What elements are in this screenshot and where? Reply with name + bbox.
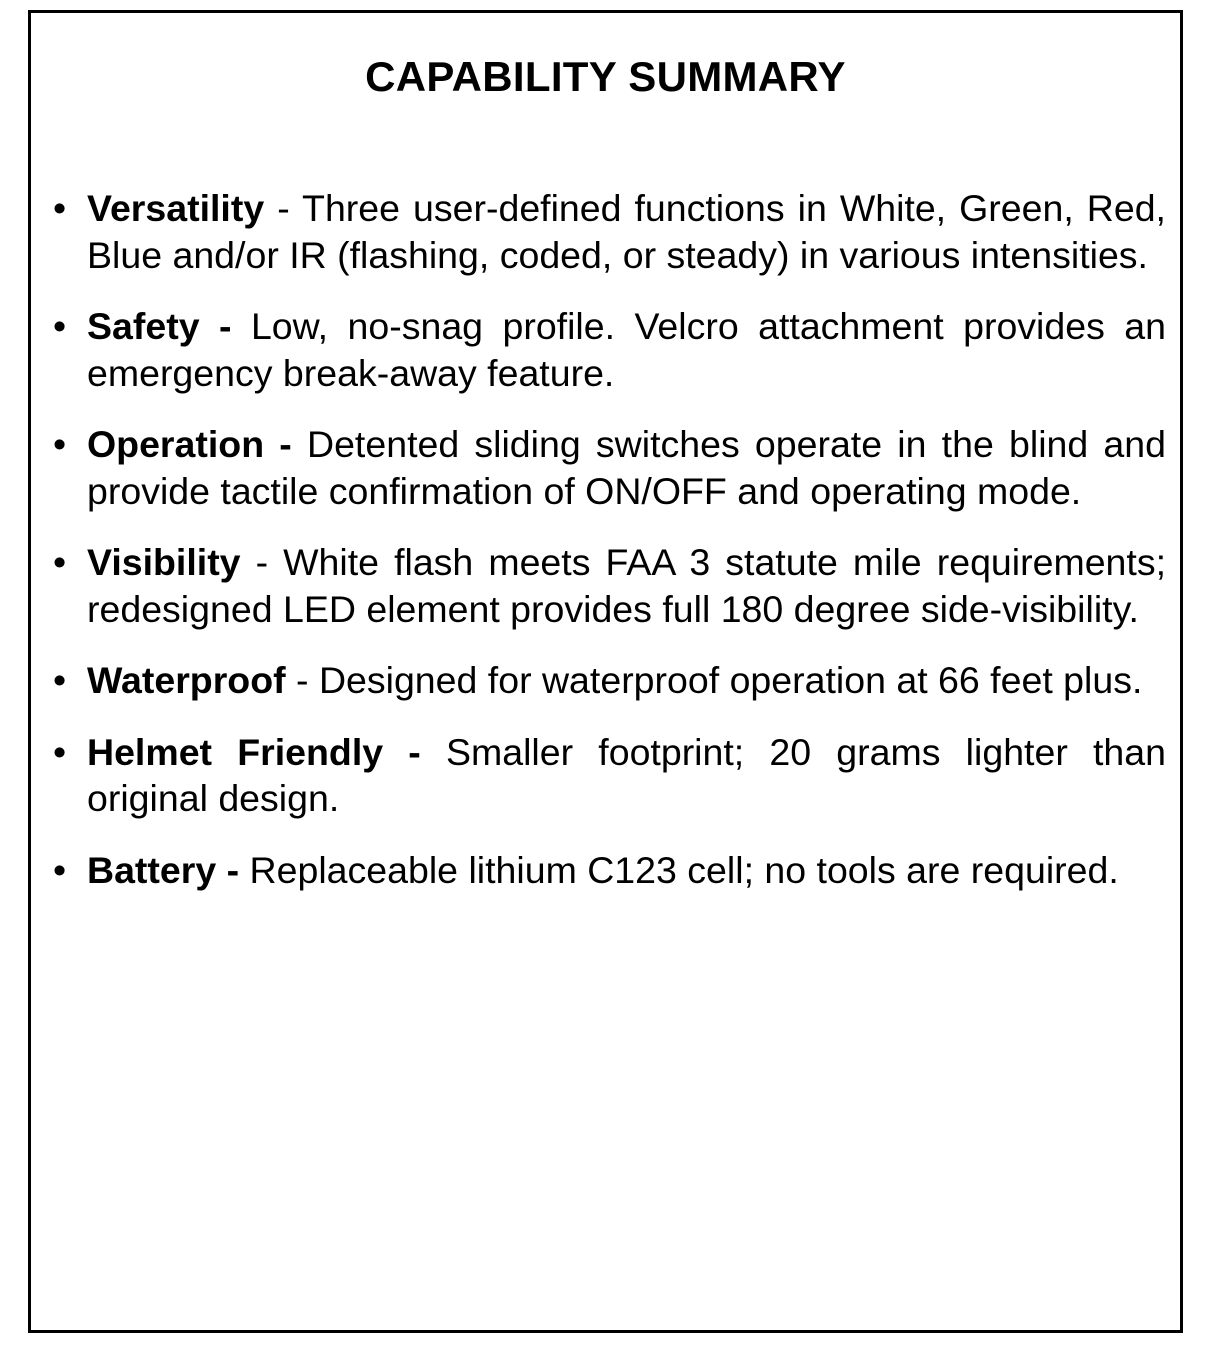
bullet-icon: • (53, 730, 67, 773)
item-text: Low, no-snag profile. Velcro attachment provides an emergency break-away feature. (87, 305, 1166, 394)
item-text: Smaller footprint; 20 grams lighter than original design. (87, 730, 1166, 819)
capability-list (31, 185, 1180, 918)
item-term: Waterproof (87, 659, 286, 701)
item-text: Three user-defined functions in White, Green, Red, Blue and/or IR (flashing, coded, or steady) in various intensities. (87, 187, 1166, 276)
item-separator: - (285, 659, 319, 701)
item-separator: - (264, 423, 307, 465)
bullet-icon: • (53, 187, 67, 229)
list-item-safety (31, 303, 1180, 396)
item-separator: - (199, 305, 251, 347)
list-item-visibility (31, 539, 1180, 632)
list-item-helmet-friendly (31, 729, 1180, 822)
bullet-icon: • (53, 423, 67, 465)
item-separator: - (383, 730, 446, 773)
item-text: Detented sliding switches operate in the blind and provide tactile confirmation of ON/OFF and operating mode. (87, 423, 1166, 512)
list-item-versatility (31, 185, 1180, 278)
page-title: CAPABILITY SUMMARY (365, 53, 846, 100)
item-separator: - (240, 541, 284, 583)
item-term: Versatility (87, 187, 265, 229)
bullet-icon: • (53, 848, 67, 891)
item-separator: - (264, 187, 303, 229)
item-text: Designed for waterproof operation at 66 feet plus. (318, 659, 1143, 701)
item-term: Visibility (87, 541, 241, 583)
item-term: Operation (87, 423, 265, 465)
bullet-icon: • (53, 659, 67, 701)
item-term: Safety (87, 305, 200, 347)
list-item-waterproof (31, 657, 1180, 704)
list-item-operation (31, 421, 1180, 514)
item-text: Replaceable lithium C123 cell; no tools are required. (249, 848, 1119, 891)
item-separator: - (216, 848, 250, 891)
list-item-battery (31, 847, 1180, 894)
bullet-icon: • (53, 305, 67, 347)
item-term: Helmet Friendly (87, 730, 384, 773)
bullet-icon: • (53, 541, 67, 583)
capability-summary-box (28, 10, 1183, 1333)
item-text: White flash meets FAA 3 statute mile requirements; redesigned LED element provides full 180 degree side-visibility. (87, 541, 1166, 630)
item-term: Battery (87, 848, 217, 891)
